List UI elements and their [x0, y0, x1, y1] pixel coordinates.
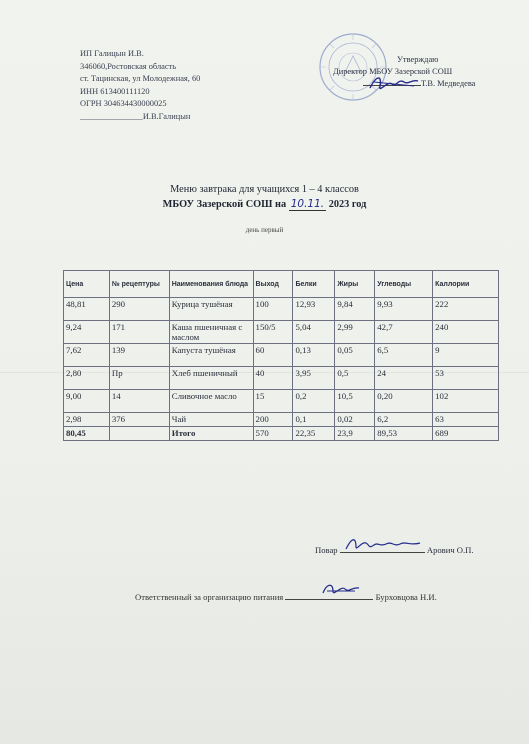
cell-proteins: 0,2 [293, 390, 335, 413]
director-signature [366, 70, 426, 96]
menu-title-suffix: 2023 год [328, 199, 367, 210]
cell-proteins: 3,95 [293, 367, 335, 390]
table-row [64, 367, 499, 390]
cell-calories: 9 [433, 344, 499, 367]
cell-recipe: 14 [109, 390, 169, 413]
cell-price: 2,80 [64, 367, 110, 390]
responsible-signature [321, 581, 361, 599]
cell-total-price: 80,45 [64, 427, 110, 441]
cell-dish: Хлеб пшеничный [169, 367, 253, 390]
cell-calories: 102 [433, 390, 499, 413]
table-total-row [64, 427, 499, 441]
cell-yield: 200 [253, 413, 293, 427]
cell-recipe: 171 [109, 321, 169, 344]
supplier-signature-line: _______________И.В.Галицын [80, 111, 191, 121]
cell-total-carbs: 89,53 [375, 427, 433, 441]
menu-date: 10.11. [290, 198, 325, 210]
cell-yield: 100 [253, 298, 293, 321]
cell-fats: 0,5 [335, 367, 375, 390]
cell-dish: Сливочное масло [169, 390, 253, 413]
responsible-signature-row [135, 590, 437, 602]
cell-total-calories: 689 [433, 427, 499, 441]
approval-label: Утверждаю [397, 55, 439, 64]
table-row [64, 321, 499, 344]
cell-proteins: 0,1 [293, 413, 335, 427]
cell-recipe: 139 [109, 344, 169, 367]
table-row [64, 413, 499, 427]
cook-label: Повар [315, 545, 338, 555]
cell-carbs: 24 [375, 367, 433, 390]
cell-carbs: 6,5 [375, 344, 433, 367]
cell-dish: Каша пшеничная с маслом [169, 321, 253, 344]
table-row [64, 344, 499, 367]
cell-fats: 0,02 [335, 413, 375, 427]
supplier-ogrn: ОГРН 304634430000025 [80, 99, 167, 109]
cook-signature-row [315, 543, 474, 555]
table-header-row [64, 271, 499, 298]
col-header-carbs: Углеводы [375, 271, 433, 298]
cell-dish: Капуста тушёная [169, 344, 253, 367]
col-header-proteins: Белки [293, 271, 335, 298]
supplier-address-region: 346060,Ростовская область [80, 61, 177, 71]
cell-total-label: Итого [169, 427, 253, 441]
col-header-price: Цена [64, 271, 110, 298]
supplier-name: ИП Галицын И.В. [80, 49, 144, 58]
supplier-address-street: ст. Тацинская, ул Молодежная, 60 [80, 74, 201, 84]
menu-title: Меню завтрака для учащихся 1 – 4 классов [170, 184, 359, 195]
cell-price: 7,62 [64, 344, 110, 367]
cell-fats: 0,05 [335, 344, 375, 367]
cell-fats: 2,99 [335, 321, 375, 344]
cook-signature-line [340, 543, 425, 553]
cell-price: 2,98 [64, 413, 110, 427]
cell-yield: 40 [253, 367, 293, 390]
cell-proteins: 0,13 [293, 344, 335, 367]
cell-price: 9,00 [64, 390, 110, 413]
cell-total-recipe [109, 427, 169, 441]
cell-carbs: 0,20 [375, 390, 433, 413]
cell-carbs: 42,7 [375, 321, 433, 344]
cell-yield: 150/5 [253, 321, 293, 344]
cell-carbs: 9,93 [375, 298, 433, 321]
supplier-inn: ИНН 613400111120 [80, 86, 150, 96]
table-row [64, 298, 499, 321]
table-row [64, 390, 499, 413]
cook-signature [344, 535, 424, 553]
cell-price: 9,24 [64, 321, 110, 344]
cook-name: Арович О.П. [426, 545, 474, 555]
cell-dish: Чай [169, 413, 253, 427]
responsible-signature-line [285, 590, 373, 600]
cell-yield: 60 [253, 344, 293, 367]
menu-title-school-date [0, 198, 529, 210]
cell-calories: 222 [433, 298, 499, 321]
col-header-yield: Выход [253, 271, 293, 298]
approval-position: Директор МБОУ Зазерской СОШ [333, 66, 453, 76]
cell-recipe: 376 [109, 413, 169, 427]
cell-fats: 10,5 [335, 390, 375, 413]
col-header-calories: Каллории [433, 271, 499, 298]
cell-dish: Курица тушёная [169, 298, 253, 321]
cell-total-yield: 570 [253, 427, 293, 441]
menu-title-prefix: МБОУ Зазерской СОШ на [162, 199, 287, 210]
cell-calories: 53 [433, 367, 499, 390]
cell-recipe: 290 [109, 298, 169, 321]
approval-signer-name: Т.В. Медведева [421, 79, 476, 88]
menu-day: день первый [245, 226, 284, 234]
cell-carbs: 6,2 [375, 413, 433, 427]
cell-total-proteins: 22,35 [293, 427, 335, 441]
responsible-label: Ответственный за организацию питания [135, 592, 284, 602]
cell-calories: 63 [433, 413, 499, 427]
cell-recipe: Пр [109, 367, 169, 390]
col-header-recipe-number: № рецептуры [109, 271, 169, 298]
cell-total-fats: 23,9 [335, 427, 375, 441]
cell-proteins: 12,93 [293, 298, 335, 321]
col-header-fats: Жиры [335, 271, 375, 298]
cell-calories: 240 [433, 321, 499, 344]
cell-proteins: 5,04 [293, 321, 335, 344]
menu-table [63, 270, 499, 441]
cell-price: 48,81 [64, 298, 110, 321]
cell-fats: 9,84 [335, 298, 375, 321]
cell-yield: 15 [253, 390, 293, 413]
supplier-block [80, 48, 200, 124]
responsible-name: Бурховцова Н.И. [375, 592, 437, 602]
col-header-dish-name: Наименования блюда [169, 271, 253, 298]
